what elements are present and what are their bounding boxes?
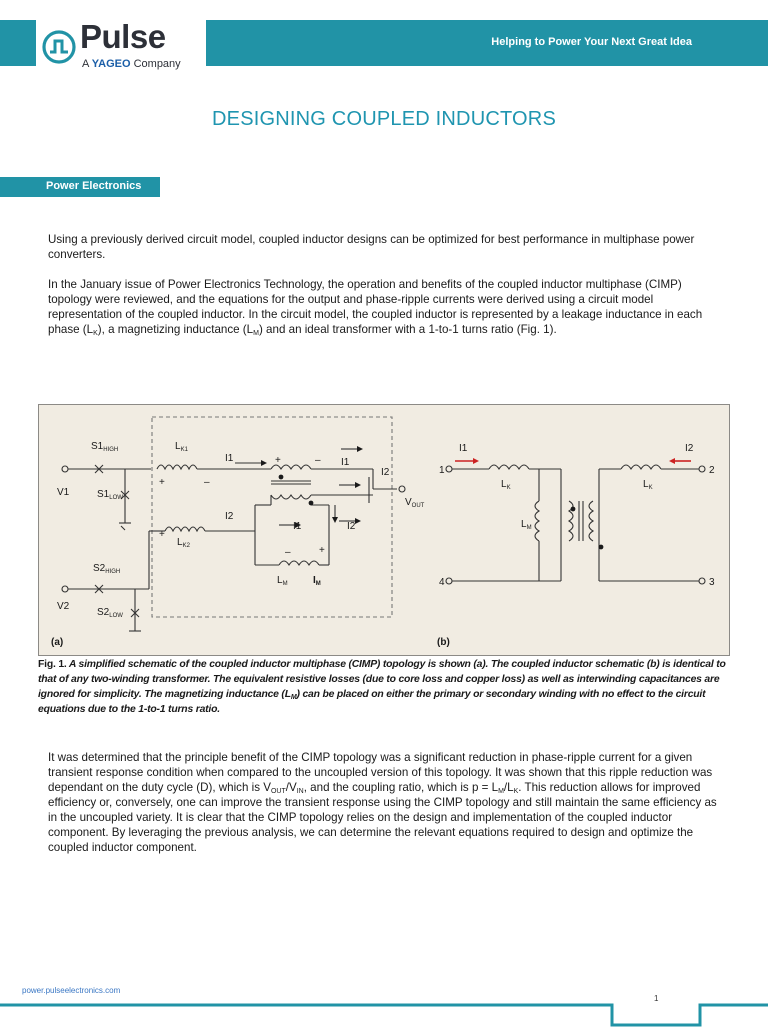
svg-text:2: 2 — [709, 465, 715, 476]
svg-text:LK1: $L_{K1}$ — [175, 441, 188, 453]
svg-text:S1LOW: $S1_{LOW}$ — [97, 489, 123, 501]
svg-text:I1: I1 — [341, 457, 350, 468]
svg-text:I1: I1 — [293, 521, 302, 532]
brand-name: Pulse — [80, 18, 166, 55]
svg-text:LK: $L_K$ — [643, 479, 653, 491]
footer-url-link[interactable]: power.pulseelectronics.com — [22, 986, 121, 995]
body-paragraph-2: It was determined that the principle benefit of the CIMP topology was a significant reduction in phase-ripple current for a given transient response condition when compared to the uncoupled version of this topology. It was shown that this ripple reduction was dependant on the duty cycle (D), which is $V_{OUT}/V_{IN}$, and the coupling ratio, which is $p = L_M/L_K$. This reduction allows for improved efficiency or, conversely, one can improve the transient response using the CIMP topology and still maintain the same efficiency as in the uncoupled variety. It is clear that the CIMP topology relies on the design and implementation of the coupled inductor component. By leveraging the previous analysis, we can determine the relevant equations required to design and optimize the coupled inductor component. — [48, 751, 717, 854]
svg-text:LK2: $L_{K2}$ — [177, 537, 190, 549]
figure-1 — [38, 404, 730, 656]
pulse-logo — [36, 14, 206, 78]
svg-text:–: – — [315, 455, 321, 466]
section-tag — [0, 177, 160, 197]
svg-text:S2HIGH: $S2_{HIGH}$ — [93, 563, 121, 575]
svg-text:+: + — [159, 529, 165, 540]
intro-paragraph: Using a previously derived circuit model, coupled inductor designs can be optimized for best performance in multiphase power converters. — [48, 233, 695, 261]
panel-b-label: (b) — [437, 637, 450, 648]
svg-text:S2LOW: $S2_{LOW}$ — [97, 607, 123, 619]
header-tagline: Helping to Power Your Next Great Idea — [491, 36, 692, 48]
svg-text:V1: V1 — [57, 487, 70, 498]
svg-text:I2: I2 — [685, 443, 694, 454]
svg-text:3: 3 — [709, 577, 715, 588]
page-number: 1 — [654, 994, 659, 1003]
svg-text:S1HIGH: $S1_{HIGH}$ — [91, 441, 119, 453]
svg-text:+: + — [275, 455, 281, 466]
svg-text:LM: $L_M$ — [277, 575, 288, 587]
svg-text:+: + — [159, 477, 165, 488]
svg-text:IM: $I_M$ — [313, 575, 321, 587]
body-paragraph-1: In the January issue of Power Electronics Technology, the operation and benefits of the coupled inductor multiphase (CIMP) topology were reviewed, and the equations for the output and phase-ripple currents were derived using a circuit model representation of the coupled inductor. In the circuit model, the coupled inductor is represented by a leakage inductance in each phase $(L_K)$, a magnetizing inductance $(L_M)$ and an ideal transformer with a 1-to-1 turns ratio (Fig. 1). — [48, 278, 703, 337]
svg-text:I1: I1 — [225, 453, 234, 464]
svg-text:V2: V2 — [57, 601, 70, 612]
footer-rule — [0, 1000, 768, 1030]
svg-text:–: – — [285, 547, 291, 558]
panel-a-label: (a) — [51, 637, 64, 648]
svg-text:I1: I1 — [459, 443, 468, 454]
svg-text:I2: I2 — [347, 521, 356, 532]
svg-text:LM: $L_M$ — [521, 519, 532, 531]
svg-text:–: – — [204, 477, 210, 488]
svg-text:LK: $L_K$ — [501, 479, 511, 491]
figure-1-schematic — [39, 405, 729, 655]
svg-text:4: 4 — [439, 577, 445, 588]
figure-caption: Fig. 1. A simplified schematic of the coupled inductor multiphase (CIMP) topology is shown (a). The coupled inductor schematic (b) is identical to that of any two-winding transformer. The equivalent resistive losses (due to core loss and copper loss) as well as interwinding capacitances are ignored for simplicity. The magnetizing inductance $(L_M)$ can be placed on either the primary or secondary winding with no effect to the circuit equations due to the 1-to-1 turns ratio. — [38, 659, 726, 715]
svg-text:1: 1 — [439, 465, 445, 476]
brand-subtitle: A YAGEO Company — [82, 58, 181, 70]
svg-text:I2: I2 — [381, 467, 390, 478]
page-title: DESIGNING COUPLED INDUCTORS — [212, 108, 556, 130]
pulse-logo-icon — [42, 30, 76, 64]
section-tag-label: Power Electronics — [46, 180, 142, 192]
svg-text:VOUT: $V_{OUT}$ — [405, 497, 425, 509]
svg-text:I2: I2 — [225, 511, 234, 522]
page-header — [0, 0, 768, 88]
svg-text:+: + — [319, 545, 325, 556]
